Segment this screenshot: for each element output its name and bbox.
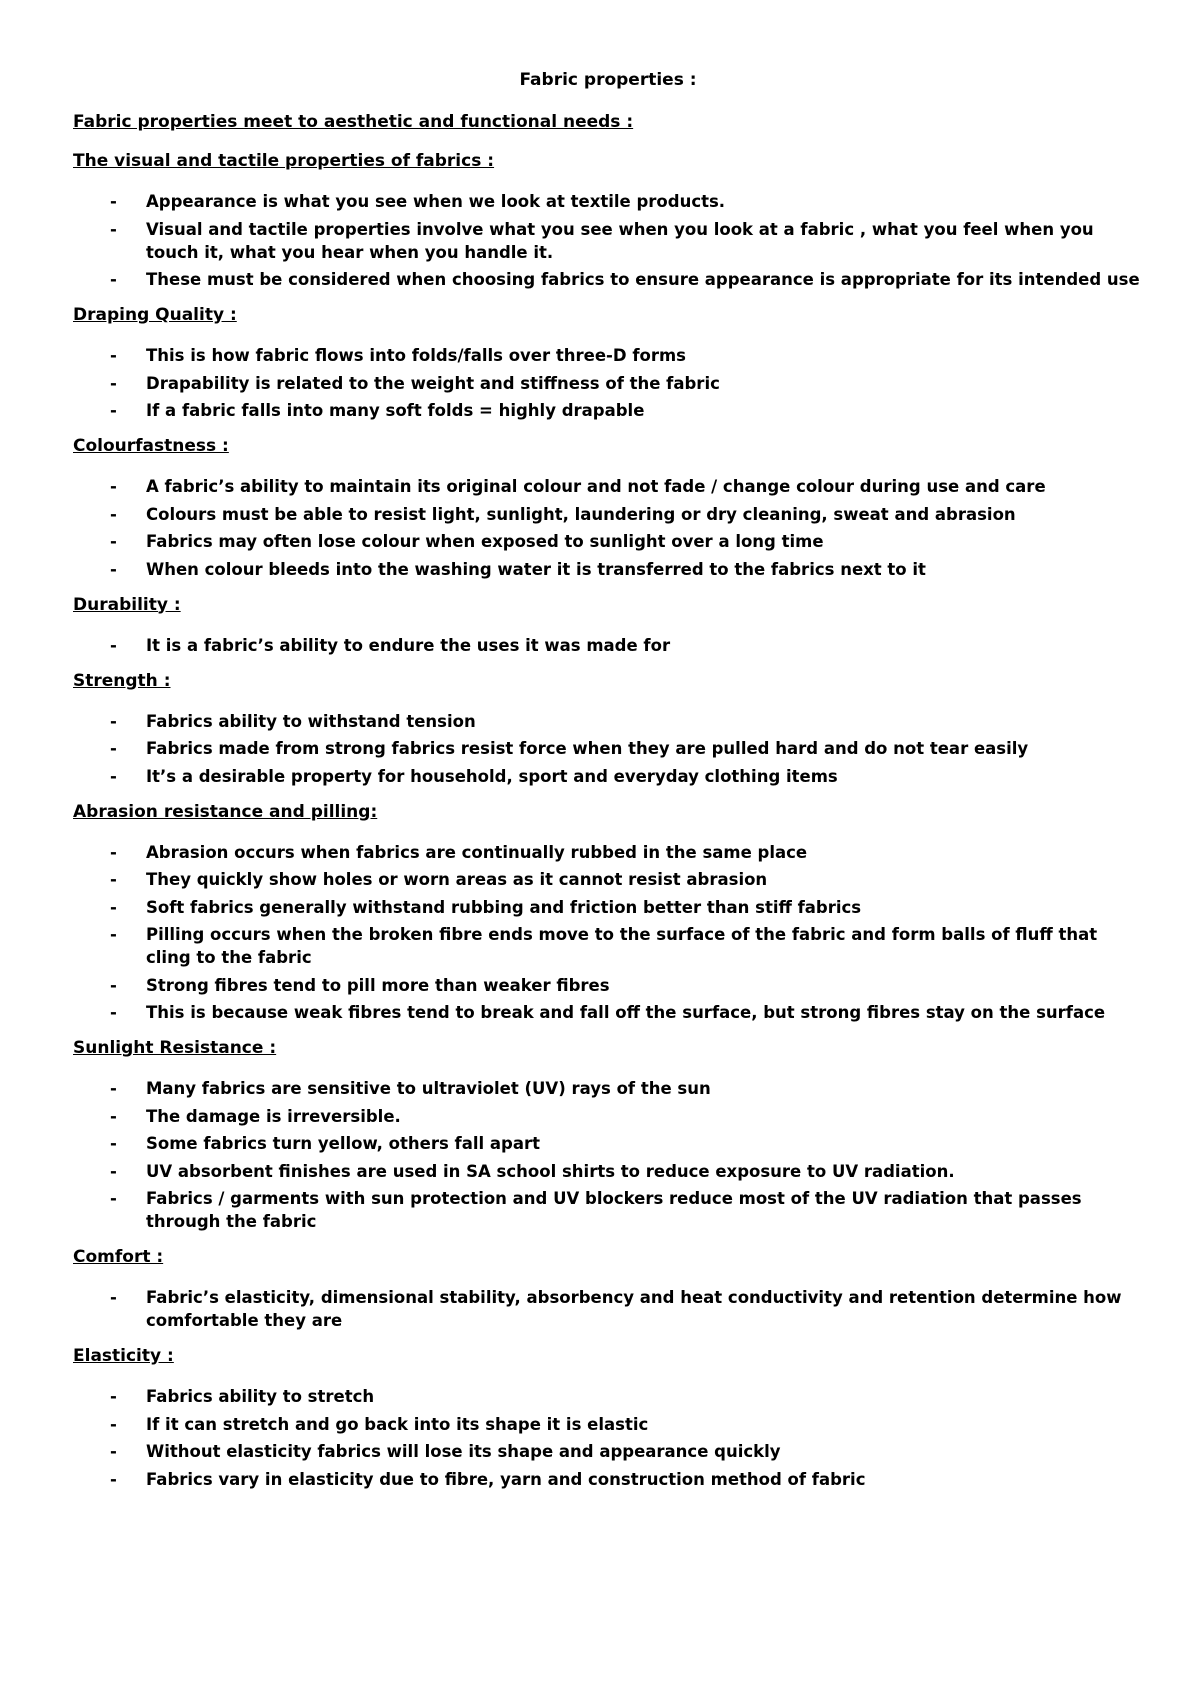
bullet-item: - This is how fabric flows into folds/falls over three-D forms: [73, 344, 1143, 367]
section-heading: Strength :: [73, 670, 171, 691]
section-visual-tactile: [73, 151, 1143, 291]
bullet-item: - Fabric’s elasticity, dimensional stability, absorbency and heat conductivity and retention determine how comfortable they are: [73, 1286, 1143, 1332]
section-heading: Colourfastness :: [73, 436, 229, 456]
section-heading: Comfort :: [73, 1247, 164, 1267]
bullet-item: - Visual and tactile properties involve what you see when you look at a fabric , what you feel when you touch it, what you hear when you handle it.: [73, 218, 1143, 264]
bullet-item: - Many fabrics are sensitive to ultraviolet (UV) rays of the sun: [73, 1077, 1143, 1100]
section-heading: Draping Quality :: [73, 305, 237, 325]
bullet-list: [73, 190, 1143, 291]
bullet-list: [73, 841, 1143, 1025]
bullet-item: - Fabrics / garments with sun protection and UV blockers reduce most of the UV radiation that passes through the fabric: [73, 1187, 1143, 1233]
section-strength: [73, 671, 1143, 788]
bullet-item: - This is because weak fibres tend to break and fall off the surface, but strong fibres stay on the surface: [73, 1001, 1143, 1024]
section-heading: Abrasion resistance and pilling:: [73, 801, 378, 822]
bullet-list: [73, 1286, 1143, 1332]
section-durability: [73, 595, 1143, 657]
bullet-item: - These must be considered when choosing fabrics to ensure appearance is appropriate for its intended use: [73, 268, 1143, 291]
section-comfort: [73, 1247, 1143, 1332]
section-heading: Elasticity :: [73, 1346, 174, 1366]
bullet-item: - Soft fabrics generally withstand rubbing and friction better than stiff fabrics: [73, 896, 1143, 919]
section-heading: The visual and tactile properties of fabrics :: [73, 151, 495, 171]
section-elasticity: [73, 1346, 1143, 1491]
bullet-item: - A fabric’s ability to maintain its original colour and not fade / change colour during use and care: [73, 475, 1143, 498]
bullet-item: - The damage is irreversible.: [73, 1105, 1143, 1128]
bullet-item: - Strong fibres tend to pill more than weaker fibres: [73, 974, 1143, 997]
bullet-list: [73, 475, 1143, 581]
bullet-item: - UV absorbent finishes are used in SA school shirts to reduce exposure to UV radiation.: [73, 1160, 1143, 1183]
bullet-item: - Pilling occurs when the broken fibre ends move to the surface of the fabric and form balls of fluff that cling to the fabric: [73, 923, 1143, 969]
bullet-item: - Fabrics may often lose colour when exposed to sunlight over a long time: [73, 530, 1143, 553]
bullet-item: - Drapability is related to the weight and stiffness of the fabric: [73, 372, 1143, 395]
bullet-item: - Some fabrics turn yellow, others fall apart: [73, 1132, 1143, 1155]
bullet-item: - It’s a desirable property for household, sport and everyday clothing items: [73, 765, 1143, 788]
bullet-item: - If it can stretch and go back into its shape it is elastic: [73, 1413, 1143, 1436]
bullet-item: - Fabrics vary in elasticity due to fibre, yarn and construction method of fabric: [73, 1468, 1143, 1491]
bullet-item: - Fabrics made from strong fabrics resist force when they are pulled hard and do not tear easily: [73, 737, 1143, 760]
bullet-list: [73, 1077, 1143, 1233]
bullet-item: - They quickly show holes or worn areas as it cannot resist abrasion: [73, 868, 1143, 891]
section-heading: Sunlight Resistance :: [73, 1038, 277, 1058]
bullet-item: - Without elasticity fabrics will lose its shape and appearance quickly: [73, 1440, 1143, 1463]
bullet-list: [73, 1385, 1143, 1491]
bullet-item: - Appearance is what you see when we look at textile products.: [73, 190, 1143, 213]
bullet-item: - Fabrics ability to withstand tension: [73, 710, 1143, 733]
bullet-item: - Colours must be able to resist light, sunlight, laundering or dry cleaning, sweat and abrasion: [73, 503, 1143, 526]
section-heading: Durability :: [73, 594, 181, 615]
bullet-item: - If a fabric falls into many soft folds = highly drapable: [73, 399, 1143, 422]
section-abrasion-pilling: [73, 802, 1143, 1025]
intro-heading: Fabric properties meet to aesthetic and functional needs :: [73, 112, 634, 132]
bullet-list: [73, 710, 1143, 788]
document-title: Fabric properties :: [519, 70, 697, 90]
bullet-list: [73, 634, 1143, 657]
bullet-list: [73, 344, 1143, 422]
section-draping-quality: [73, 305, 1143, 422]
bullet-item: - Abrasion occurs when fabrics are continually rubbed in the same place: [73, 841, 1143, 864]
document-page: [73, 70, 1143, 1505]
bullet-item: - When colour bleeds into the washing water it is transferred to the fabrics next to it: [73, 558, 1143, 581]
bullet-item: - It is a fabric’s ability to endure the uses it was made for: [73, 634, 1143, 657]
section-sunlight-resistance: [73, 1038, 1143, 1233]
section-colourfastness: [73, 436, 1143, 581]
bullet-item: - Fabrics ability to stretch: [73, 1385, 1143, 1408]
